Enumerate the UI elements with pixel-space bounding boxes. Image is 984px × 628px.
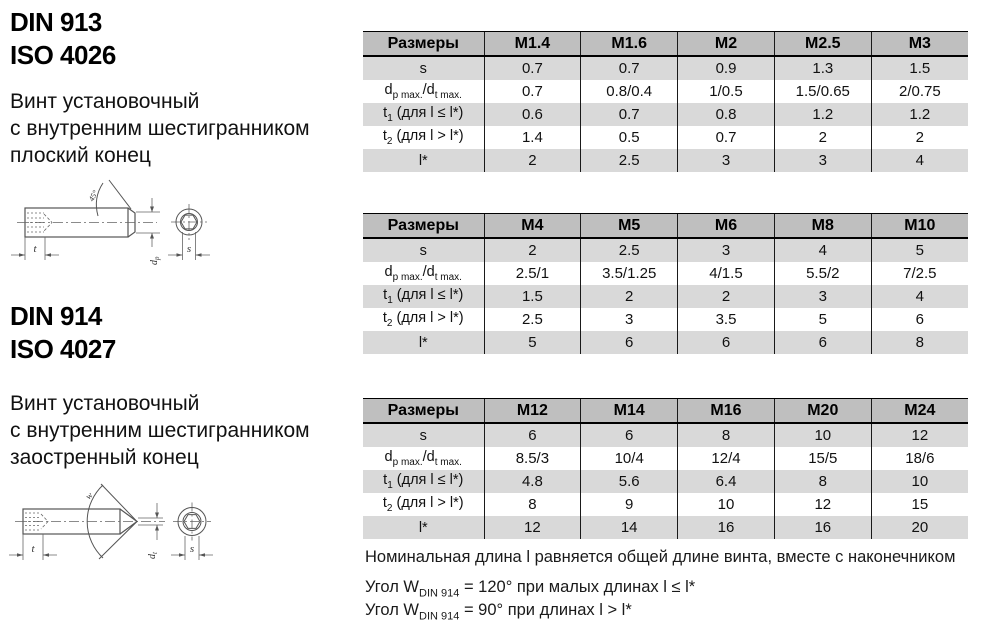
column-header: M1.6	[581, 32, 678, 57]
value-cell: 3	[774, 149, 871, 172]
table-row	[363, 126, 968, 149]
row-label: $t_1$ (для l ≤ l*)	[363, 103, 484, 126]
table-header-row	[363, 214, 968, 239]
table-row	[363, 516, 968, 539]
table-row	[363, 103, 968, 126]
note-nominal-length: Номинальная длина l равняется общей длине винта, вместе с наконечником	[365, 548, 956, 566]
row-label: l*	[363, 331, 484, 354]
row-label: s	[363, 423, 484, 447]
column-header: M20	[774, 399, 871, 424]
cone-point-set-screw-drawing	[5, 483, 260, 605]
column-header: M12	[484, 399, 581, 424]
row-label: $t_2$ (для l > l*)	[382, 310, 464, 329]
row-label: $t_2$ (для l > l*)	[382, 128, 464, 147]
value-cell: 8	[678, 423, 775, 447]
value-cell: 8.5/3	[484, 447, 581, 470]
value-cell: 2	[484, 238, 581, 262]
value-cell: 1.5	[484, 285, 581, 308]
table-row	[363, 56, 968, 80]
table-row	[363, 470, 968, 493]
value-cell: 10/4	[581, 447, 678, 470]
value-cell: 3	[774, 285, 871, 308]
value-cell: 0.7	[581, 56, 678, 80]
dimension-label-s: s	[186, 243, 192, 255]
value-cell: 4.8	[484, 470, 581, 493]
table-title-cell: Размеры	[363, 399, 484, 424]
value-cell: 3	[678, 238, 775, 262]
description-line: с внутренним шестигранником	[10, 117, 310, 140]
description-din913	[10, 88, 310, 169]
description-line: Винт установочный	[10, 90, 200, 113]
value-cell: 1.3	[774, 56, 871, 80]
value-cell: 15	[871, 493, 968, 516]
dimensions-table-large	[363, 398, 968, 539]
table-row	[363, 331, 968, 354]
description-line: с внутренним шестигранником	[10, 419, 310, 442]
standard-line: DIN 913	[10, 7, 102, 37]
value-cell: 6.4	[678, 470, 775, 493]
value-cell: 2/0.75	[871, 80, 968, 103]
column-header: M5	[581, 214, 678, 239]
value-cell: 5	[871, 238, 968, 262]
value-cell: 15/5	[774, 447, 871, 470]
value-cell: 14	[581, 516, 678, 539]
row-label: $d_{p max.}/d_{t max.}$	[384, 264, 462, 283]
row-label: $d_{p max.}/d_{t max.}$	[384, 82, 462, 101]
dimension-label-t: t	[33, 243, 37, 255]
row-label: l*	[363, 516, 484, 539]
value-cell: 3.5/1.25	[581, 262, 678, 285]
column-header: M24	[871, 399, 968, 424]
note-angle-120: Угол $W_{DIN 914} = 120^\circ$ при малых длинах l ≤ l*	[365, 578, 696, 600]
value-cell: 1.5/0.65	[774, 80, 871, 103]
description-din914	[10, 390, 310, 471]
value-cell: 1/0.5	[678, 80, 775, 103]
value-cell: 16	[774, 516, 871, 539]
value-cell: 16	[678, 516, 775, 539]
value-cell: 1.2	[774, 103, 871, 126]
value-cell: 10	[871, 470, 968, 493]
value-cell: 18/6	[871, 447, 968, 470]
value-cell: 0.7	[678, 126, 775, 149]
value-cell: 3	[581, 308, 678, 331]
value-cell: 0.6	[484, 103, 581, 126]
value-cell: 8	[774, 470, 871, 493]
value-cell: 1.2	[871, 103, 968, 126]
standard-heading-din913	[10, 6, 116, 72]
value-cell: 6	[871, 308, 968, 331]
value-cell: 4/1.5	[678, 262, 775, 285]
value-cell: 8	[484, 493, 581, 516]
value-cell: 0.9	[678, 56, 775, 80]
row-label: s	[363, 238, 484, 262]
value-cell: 4	[871, 149, 968, 172]
column-header: M4	[484, 214, 581, 239]
value-cell: 12	[871, 423, 968, 447]
value-cell: 0.5	[581, 126, 678, 149]
value-cell: 20	[871, 516, 968, 539]
description-line: Винт установочный	[10, 392, 200, 415]
row-label: $d_{p max.}/d_{t max.}$	[384, 449, 462, 468]
standard-line: ISO 4027	[10, 334, 116, 364]
value-cell: 0.8/0.4	[581, 80, 678, 103]
value-cell: 0.8	[678, 103, 775, 126]
value-cell: 12/4	[678, 447, 775, 470]
description-line: заостренный конец	[10, 446, 199, 469]
value-cell: 2	[774, 126, 871, 149]
table-row	[363, 308, 968, 331]
value-cell: 5	[484, 331, 581, 354]
value-cell: 5.5/2	[774, 262, 871, 285]
column-header: M3	[871, 32, 968, 57]
value-cell: 6	[581, 423, 678, 447]
value-cell: 0.7	[581, 103, 678, 126]
value-cell: 7/2.5	[871, 262, 968, 285]
value-cell: 10	[774, 423, 871, 447]
value-cell: 5	[774, 308, 871, 331]
table-row	[363, 493, 968, 516]
angle-label: w	[83, 490, 95, 502]
dimensions-table-small	[363, 31, 968, 172]
standard-line: DIN 914	[10, 301, 102, 331]
standard-heading-din914	[10, 300, 116, 366]
value-cell: 1.4	[484, 126, 581, 149]
value-cell: 6	[581, 331, 678, 354]
table-row	[363, 149, 968, 172]
column-header: M6	[678, 214, 775, 239]
angle-label: 45°	[86, 188, 101, 203]
table-row	[363, 285, 968, 308]
value-cell: 0.7	[484, 56, 581, 80]
table-row	[363, 447, 968, 470]
value-cell: 6	[774, 331, 871, 354]
value-cell: 2.5/1	[484, 262, 581, 285]
value-cell: 12	[484, 516, 581, 539]
value-cell: 5.6	[581, 470, 678, 493]
table-title-cell: Размеры	[363, 214, 484, 239]
value-cell: 1.5	[871, 56, 968, 80]
value-cell: 12	[774, 493, 871, 516]
value-cell: 6	[678, 331, 775, 354]
dimension-label-s: s	[189, 543, 195, 555]
table-header-row	[363, 399, 968, 424]
row-label: l*	[363, 149, 484, 172]
value-cell: 3	[678, 149, 775, 172]
dimension-label-dp: $d_p$	[149, 256, 161, 265]
value-cell: 2	[678, 285, 775, 308]
column-header: M16	[678, 399, 775, 424]
flat-point-set-screw-drawing	[5, 170, 260, 285]
dimension-label-t: t	[31, 543, 35, 555]
column-header: M1.4	[484, 32, 581, 57]
value-cell: 9	[581, 493, 678, 516]
value-cell: 2	[581, 285, 678, 308]
table-row	[363, 423, 968, 447]
table-title-cell: Размеры	[363, 32, 484, 57]
table-row	[363, 262, 968, 285]
value-cell: 6	[484, 423, 581, 447]
column-header: M8	[774, 214, 871, 239]
value-cell: 0.7	[484, 80, 581, 103]
row-label: $t_2$ (для l > l*)	[382, 495, 464, 514]
value-cell: 4	[774, 238, 871, 262]
value-cell: 10	[678, 493, 775, 516]
value-cell: 2	[871, 126, 968, 149]
value-cell: 2.5	[581, 149, 678, 172]
table-row	[363, 80, 968, 103]
value-cell: 8	[871, 331, 968, 354]
value-cell: 2.5	[581, 238, 678, 262]
note-angle-90: Угол $W_{DIN 914} = 90^\circ$ при длинах l > l*	[365, 601, 632, 623]
table-header-row	[363, 32, 968, 57]
column-header: M10	[871, 214, 968, 239]
row-label: s	[363, 56, 484, 80]
row-label: $t_1$ (для l ≤ l*)	[363, 470, 484, 493]
column-header: M2.5	[774, 32, 871, 57]
value-cell: 2.5	[484, 308, 581, 331]
dimensions-table-medium	[363, 213, 968, 354]
value-cell: 3.5	[678, 308, 775, 331]
column-header: M2	[678, 32, 775, 57]
description-line: плоский конец	[10, 144, 151, 167]
value-cell: 4	[871, 285, 968, 308]
standard-line: ISO 4026	[10, 40, 116, 70]
row-label: $t_1$ (для l ≤ l*)	[363, 285, 484, 308]
column-header: M14	[581, 399, 678, 424]
dimension-label-dt: $d_t$	[147, 552, 159, 559]
value-cell: 2	[484, 149, 581, 172]
table-row	[363, 238, 968, 262]
